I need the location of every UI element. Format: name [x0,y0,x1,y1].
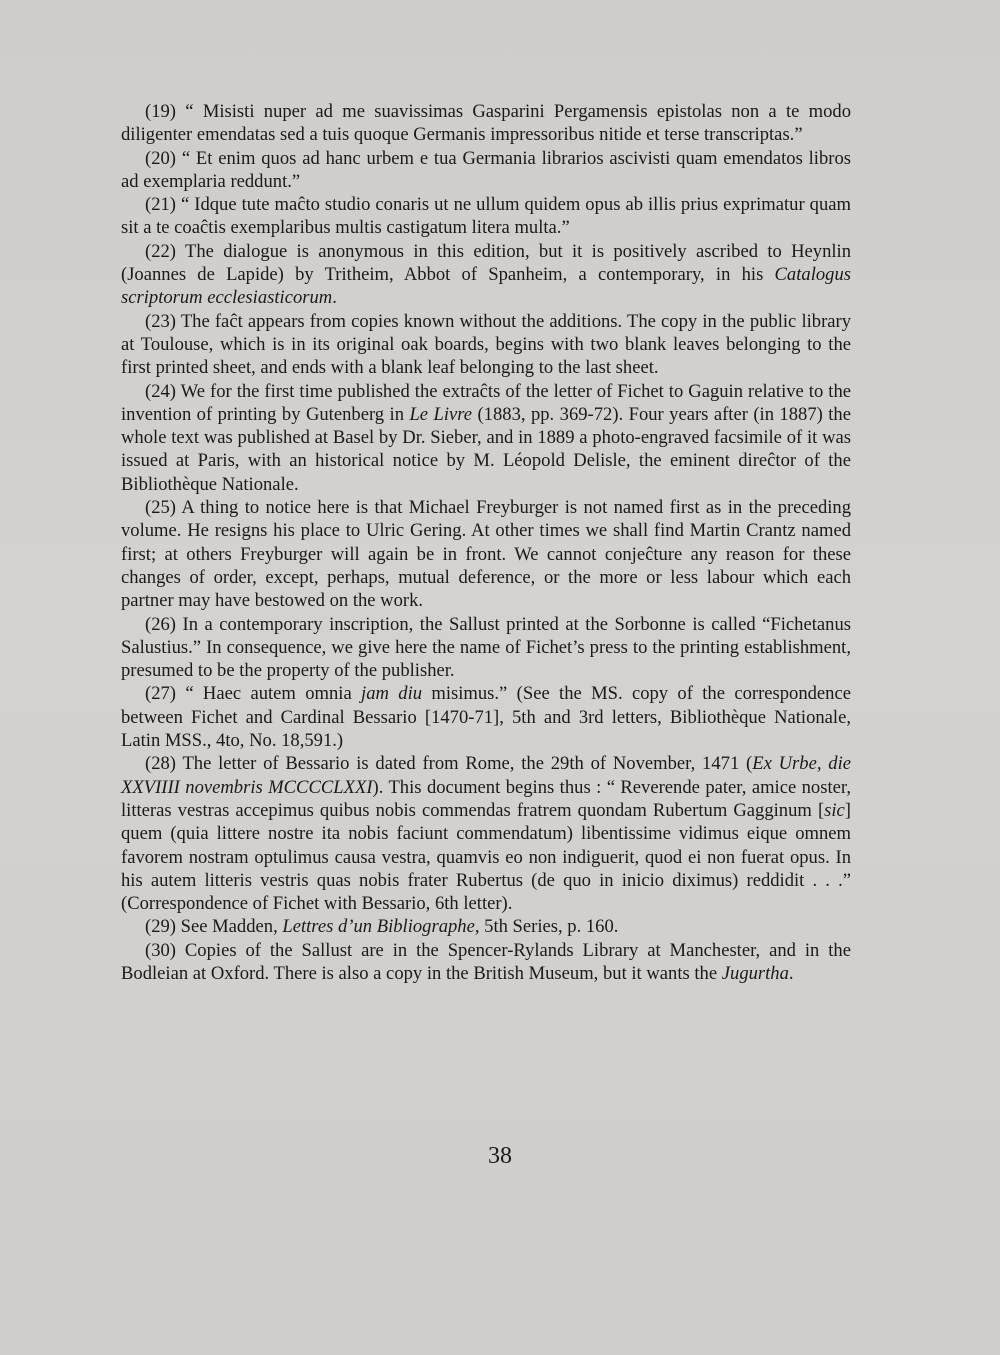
endnote-number: (24) [145,380,176,402]
endnote-number: (23) [145,310,176,332]
endnote-number: (22) [145,240,176,262]
italic-text: Lettres d’un Bibliographe [282,916,475,938]
endnote-number: (29) [145,916,176,938]
endnote-4 [121,310,851,380]
italic-text: Catalogus scriptorum ecclesiasticorum [121,264,851,309]
endnote-10 [121,915,851,938]
endnote-9 [121,752,851,915]
endnote-3 [121,240,851,310]
italic-text: sic [824,799,845,821]
note-text: The dialogue is anonymous in this edition, but it is positively ascribed to Heynlin (Joannes de Lapide) by Tritheim, Abbot of Spanheim, a contemporary, in his [121,240,852,286]
note-text: (1883, pp. 369-72). Four years after (in 1887) the whole text was published at Basel by Dr. Sieber, and in 1889 a photo-engraved facsimile of it was issued at Paris, with an historical notice by M. Léopold Delisle, the eminent direĉtor of the Bibliothèque Nationale. [121,403,851,495]
italic-text: Jugurtha [721,962,789,984]
note-text: See Madden, [180,916,283,938]
endnote-5 [121,380,851,496]
note-text: , 5th Series, p. 160. [474,916,619,938]
endnote-number: (19) [145,101,176,122]
note-text: . [788,962,794,984]
endnote-2 [121,193,851,240]
note-text: . [332,287,337,309]
note-text: ] quem (quia littere nostre ita nobis faciunt commendatum) libentissime vidimus eique omnem favorem nostram optulimus causa vestra, quamvis eo non indiguerit, quod ei non fuerat opus. In his autem litteris vestris quas nobis frater Rubertus (de quo in inicio diximus) reddidit . . .” (Correspondence of Fichet with Bessario, 6th letter). [121,799,851,915]
endnote-1 [121,147,851,194]
note-text: The letter of Bessario is dated from Rome, the 29th of November, 1471 ( [182,753,753,775]
endnote-number: (30) [145,939,176,961]
endnotes-list [121,100,851,985]
endnote-0 [121,100,851,147]
note-text: Copies of the Sallust are in the Spencer-Rylands Library at Manchester, and in the Bodleian at Oxford. There is also a copy in the British Museum, but it wants the [121,939,851,984]
italic-text: Ex Urbe, die XXVIIII novembris MCCCCLXXI [121,753,851,798]
note-text: misimus.” (See the MS. copy of the correspondence between Fichet and Cardinal Bessario [1470-71], 5th and 3rd letters, Bibliothèque Nationale, Latin MSS., 4to, No. 18,591.) [121,683,851,752]
note-text: “ Idque tute maĉto studio conaris ut ne ullum quidem opus ab illis prius exprimatur quam sit a te coaĉtis exemplaribus multis castigatum litera multa.” [121,194,851,239]
page-number: 38 [488,1143,512,1169]
endnote-number: (25) [145,497,176,519]
note-text: We for the first time published the extraĉts of the letter of Fichet to Gaguin relative to the invention of printing by Gutenberg in [121,380,851,425]
endnote-7 [121,613,851,683]
note-text: “ Haec autem omnia [185,683,362,705]
endnote-number: (26) [145,613,176,635]
italic-text: jam diu [361,683,423,705]
note-text: “ Misisti nuper ad me suavissimas Gasparini Pergamensis epistolas non a te modo diligenter emendatas sed a tuis quoque Germanis impressoribus nitide et terse transcriptas.” [121,101,852,146]
endnote-number: (20) [145,147,176,169]
endnote-8 [121,682,851,752]
endnote-number: (28) [145,753,176,775]
endnote-number: (21) [145,194,176,216]
note-text: “ Et enim quos ad hanc urbem e tua Germania librarios ascivisti quam emendatos libros ad exemplaria reddunt.” [121,147,851,192]
note-text: ). This document begins thus : “ Reverende pater, amice noster, litteras vestras accepimus quibus nobis commendas fratrem quondam Rubertum Gagginum [ [121,776,851,821]
endnote-number: (27) [145,683,176,705]
italic-text: Le Livre [409,403,473,425]
note-text: A thing to notice here is that Michael Freyburger is not named first as in the preceding volume. He resigns his place to Ulric Gering. At other times we shall find Martin Crantz named first; at others Freyburger will again be in front. We cannot conjeĉture any reason for these changes of order, except, perhaps, mutual deference, or the more or less labour which each partner may have bestowed on the work. [121,497,852,612]
note-text: In a contemporary inscription, the Sallust printed at the Sorbonne is called “Fichetanus Salustius.” In consequence, we give here the name of Fichet’s press to the printing establishment, presumed to be the property of the publisher. [121,613,851,682]
note-text: The faĉt appears from copies known without the additions. The copy in the public library at Toulouse, which is in its original oak boards, begins with two blank leaves belonging to the first printed sheet, and ends with a blank leaf belonging to the last sheet. [121,310,852,379]
endnote-6 [121,496,851,612]
endnote-11 [121,939,851,986]
